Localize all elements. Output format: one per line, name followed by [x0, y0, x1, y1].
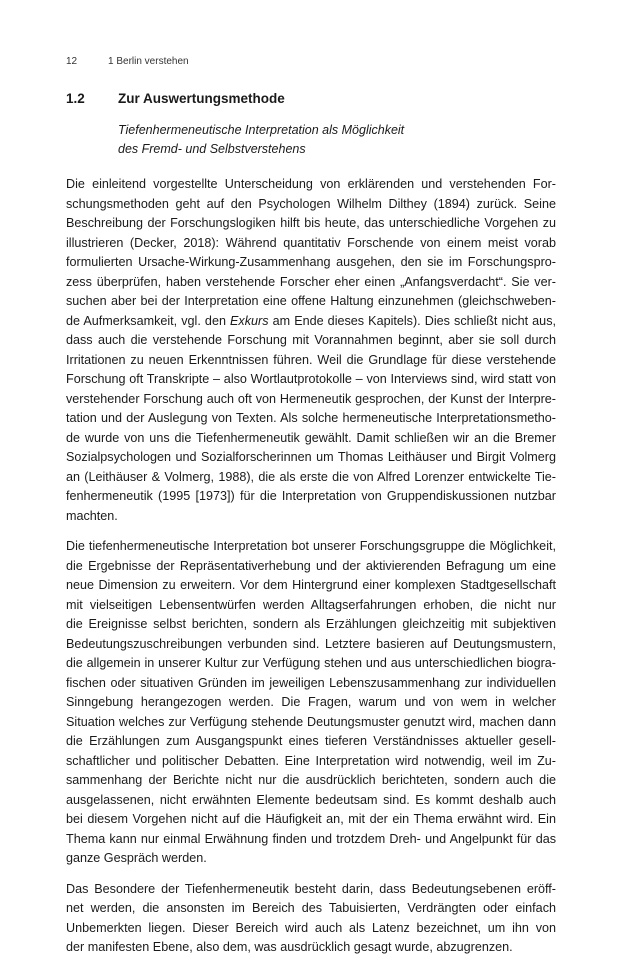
text-line: tation und der Auslegung von Texten. Als solche hermeneutische Interpretationsmetho-	[66, 411, 556, 425]
text-line: neue Dimension zu erweitern. Vor dem Hintergrund einer komplexen Stadtgesellschaft	[66, 578, 556, 592]
text-line: suchen aber bei der Interpretation eine offene Haltung einzunehmen (gleichschweben-	[66, 294, 556, 308]
text-line: Die einleitend vorgestellte Unterscheidung von erklärenden und verstehenden For-	[66, 177, 556, 191]
text-line: schaftlicher und politischer Debatten. Eine Interpretation wird notwendig, weil im Zu-	[66, 753, 556, 768]
text-line: die Ergebnisse der Repräsentativerhebung und der aktivierenden Befragung um eine	[66, 558, 556, 573]
section-number: 1.2	[66, 91, 85, 106]
text-line: ausgelassenen, nicht erwähnten Elemente bedeutsam sind. Es kommt deshalb auch	[66, 792, 556, 807]
text-line: Irritationen zu neuen Erkenntnissen führen. Weil die Grundlage für diese verstehende	[66, 352, 556, 367]
text-line: de Aufmerksamkeit, vgl. den Exkurs am Ende dieses Kapitels). Dies schließt nicht aus,	[66, 313, 556, 328]
text-line: de wurde von uns die Tiefenhermeneutik gewählt. Damit schließen wir an die Bremer	[66, 430, 556, 445]
text-line: Forschung oft Transkripte – also Wortlautprotokolle – von Interviews sind, wird statt von	[66, 372, 556, 386]
subtitle-line: Tiefenhermeneutische Interpretation als Möglichkeit	[118, 123, 405, 137]
text-line: schungsmethoden geht auf den Psychologen Wilhelm Dilthey (1894) zurück. Seine	[66, 196, 556, 211]
text-line: Beschreibung der Forschungslogiken hilft bis heute, das unterschiedliche Vorgehen zu	[66, 216, 556, 230]
text-line: Sinngebung herangezogen werden. Die Fragen, warum und von wem in welcher	[66, 695, 556, 709]
text-line: Unbemerkten liegen. Dieser Bereich wird auch als Latenz bezeichnet, um ihn von	[66, 920, 556, 935]
text-line: Sozialpsychologen und Sozialforscherinnen um Thomas Leithäuser und Birgit Volmerg	[66, 450, 556, 464]
section-title: Zur Auswertungsmethode	[118, 91, 285, 106]
text-line: zess überprüfen, haben verstehende Forscher eher einen „Anfangsverdacht“. Sie ver-	[66, 274, 556, 289]
running-head	[66, 56, 189, 67]
text-line: die Ereignisse selbst berichten, sondern als Erzählungen gleichzeitig mit subjektiven	[66, 617, 556, 631]
section-heading	[66, 91, 285, 106]
text-line: Thema kann nur einmal Erwähnung finden und trotzdem Dreh- und Angelpunkt für das	[66, 831, 556, 846]
paragraph	[66, 537, 556, 869]
text-line: fenhermeneutik (1995 [1973]) für die Interpretation von Gruppendiskussionen nutzbar	[66, 489, 556, 503]
body-text	[66, 175, 556, 969]
text-line: sammenhang der Berichte nicht nur die ausdrücklich berichteten, sondern auch die	[66, 773, 556, 787]
text-line: Situation welches zur Verfügung stehende Deutungsmuster genutzt wird, machen dann	[66, 714, 556, 729]
text-line: dass auch die verstehende Forschung mit Vorannahmen beginnt, aber sie soll durch	[66, 333, 556, 347]
text-line: fischen oder situativen Gründen im jeweiligen Lebenszusammenhang zur individuellen	[66, 675, 556, 690]
paragraph	[66, 880, 556, 958]
text-line: die Erzählungen zum Ausgangspunkt eines tieferen Verständnisses aktueller gesell-	[66, 734, 556, 748]
text-line: ganze Gespräch werden.	[66, 851, 207, 865]
text-line: bei diesem Vorgehen nicht auf die Häufigkeit an, mit der ein Thema erwähnt wird. Ein	[66, 812, 556, 826]
subtitle-line: des Fremd- und Selbstverstehens	[118, 142, 306, 156]
text-line: machten.	[66, 508, 118, 523]
text-line: mit vielseitigen Lebensentwürfen werden Alltagserfahrungen erhoben, die nicht nur	[66, 597, 556, 612]
chapter-title: 1 Berlin verstehen	[108, 56, 189, 67]
text-line: formulierten Ursache-Wirkung-Zusammenhang ausgehen, den sie im Forschungspro-	[66, 255, 556, 269]
text-line: Bedeutungszuschreibungen verbunden sind. Letztere basieren auf Deutungsmustern,	[66, 636, 556, 651]
text-line: die allgemein in unserer Kultur zur Verfügung stehen und aus unterschiedlichen biogra-	[66, 656, 556, 670]
text-line: net werden, die ansonsten im Bereich des Tabuisierten, Verdrängten oder einfach	[66, 901, 556, 915]
text-line: an (Leithäuser & Volmerg, 1988), die als erste die von Alfred Lorenzer entwickelte Tie-	[66, 469, 556, 484]
text-line: der manifesten Ebene, also dem, was ausdrücklich gesagt wurde, abzugrenzen.	[66, 940, 513, 954]
section-subtitle	[118, 121, 538, 159]
text-line: Die tiefenhermeneutische Interpretation bot unserer Forschungsgruppe die Möglichkeit,	[66, 539, 556, 553]
paragraph	[66, 175, 556, 526]
text-line: verstehender Forschung auch oft von Hermeneutik gesprochen, der Kunst der Interpre-	[66, 391, 556, 406]
text-line: Das Besondere der Tiefenhermeneutik besteht darin, dass Bedeutungsebenen eröff-	[66, 881, 556, 896]
text-line: illustrieren (Decker, 2018): Während quantitativ Forschende von einem meist vorab	[66, 235, 556, 250]
page-number: 12	[66, 56, 78, 67]
